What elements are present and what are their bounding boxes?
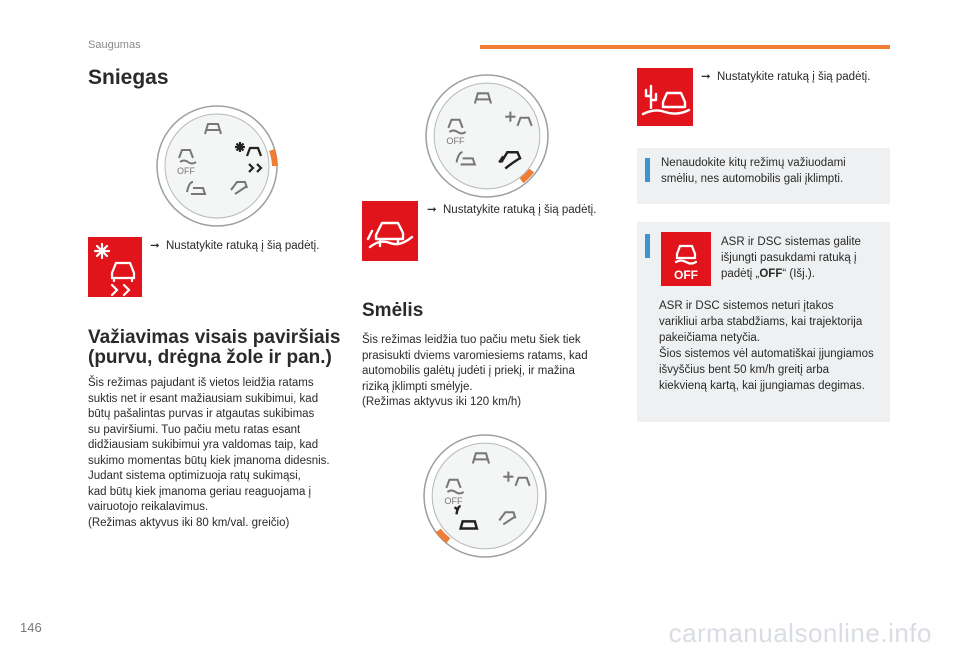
asr-off: OFF [759,268,783,280]
off-mode-tile [661,232,711,286]
snow-instruction [150,239,350,254]
asr-dsc-note [637,222,890,422]
sand-mode-tile [637,68,693,126]
sand-warning-note [637,148,890,204]
mud-car-icon [362,201,418,261]
asr-suffix: “ (Išj.). [782,268,815,280]
watermark: carmanualsonline.info [668,618,932,648]
off-car-icon [661,232,711,286]
arrow-right-icon: ➞ [427,204,437,216]
mud-title: Važiavimas visais paviršiais (purvu, drėgna žole ir pan.) [88,327,341,368]
asr-line-1: ASR ir DSC sistemas galite [721,236,861,248]
arrow-right-icon: ➞ [701,71,711,83]
sand-warning-text: Nenaudokite kitų režimų važiuodami smėliu, nes automobilis gali įklimpti. [661,157,846,185]
sand-instruction [701,70,901,85]
mud-instruction-text: Nustatykite ratuką į šią padėtį. [443,204,597,216]
mode-dial-sand-icon [422,433,548,559]
asr-prefix: padėtį „ [721,268,760,280]
svg-text:OFF: OFF [444,496,463,507]
arrow-right-icon: ➞ [150,240,160,252]
snowflake-car-icon [88,237,142,297]
info-icon [645,234,650,258]
asr-body: ASR ir DSC sistemos neturi įtakos varikliui arba stabdžiams, kai trajektorija pakeičiama netyčia. Šios sistemos vėl automatiškai įjungiamos išvyščius bent 50 km/h greitį arba kiekvieną kartą, kai įjungiamas degimas. [659,300,874,392]
info-icon [645,158,650,182]
page-number: 146 [20,620,42,635]
sand-instruction-text: Nustatykite ratuką į šią padėtį. [717,71,871,83]
mode-dial-mud-icon [424,73,550,199]
asr-line-2: išjungti pasukdami ratuką į [721,252,857,264]
svg-text:OFF: OFF [446,136,465,147]
mud-instruction [427,203,627,218]
snow-mode-tile [88,237,142,297]
asr-intro [721,234,886,282]
mud-mode-tile [362,201,418,261]
svg-text:OFF: OFF [674,268,698,282]
cactus-car-icon [637,68,693,126]
svg-text:OFF: OFF [177,166,195,176]
section-label: Saugumas [88,39,141,51]
sand-body: Šis režimas leidžia tuo pačiu metu šiek tiek prasisukti dviems varomiesiems ratams, kad automobilis galėtų judėti į priekį, ir mažina riziką įklimpti smėlyje. (Režimas aktyvus iki 120 km/h) [362,334,588,408]
snow-title: Sniegas [88,66,169,89]
mode-dial-snow-icon [155,104,279,228]
header-rule [480,45,890,49]
asr-line-3 [721,266,886,282]
mud-body: Šis režimas pajudant iš vietos leidžia ratams suktis net ir esant mažiausiam sukibimui, kad būtų pašalintas purvas ir atgautas sukibimas su paviršiumi. Tuo pačiu metu ratas esant didžiausiam sukibimui yra valdomas taip, kad sukimo momentas būtų kiek įmanoma didesnis. Judant sistema optimizuoja ratų sukimąsi, kad būtų kiek įmanoma geriau reaguojama į vairuotojo reikalavimus. (Režimas aktyvus iki 80 km/val. greičio) [88,377,330,529]
sand-title: Smėlis [362,300,424,321]
snow-instruction-text: Nustatykite ratuką į šią padėtį. [166,240,320,252]
